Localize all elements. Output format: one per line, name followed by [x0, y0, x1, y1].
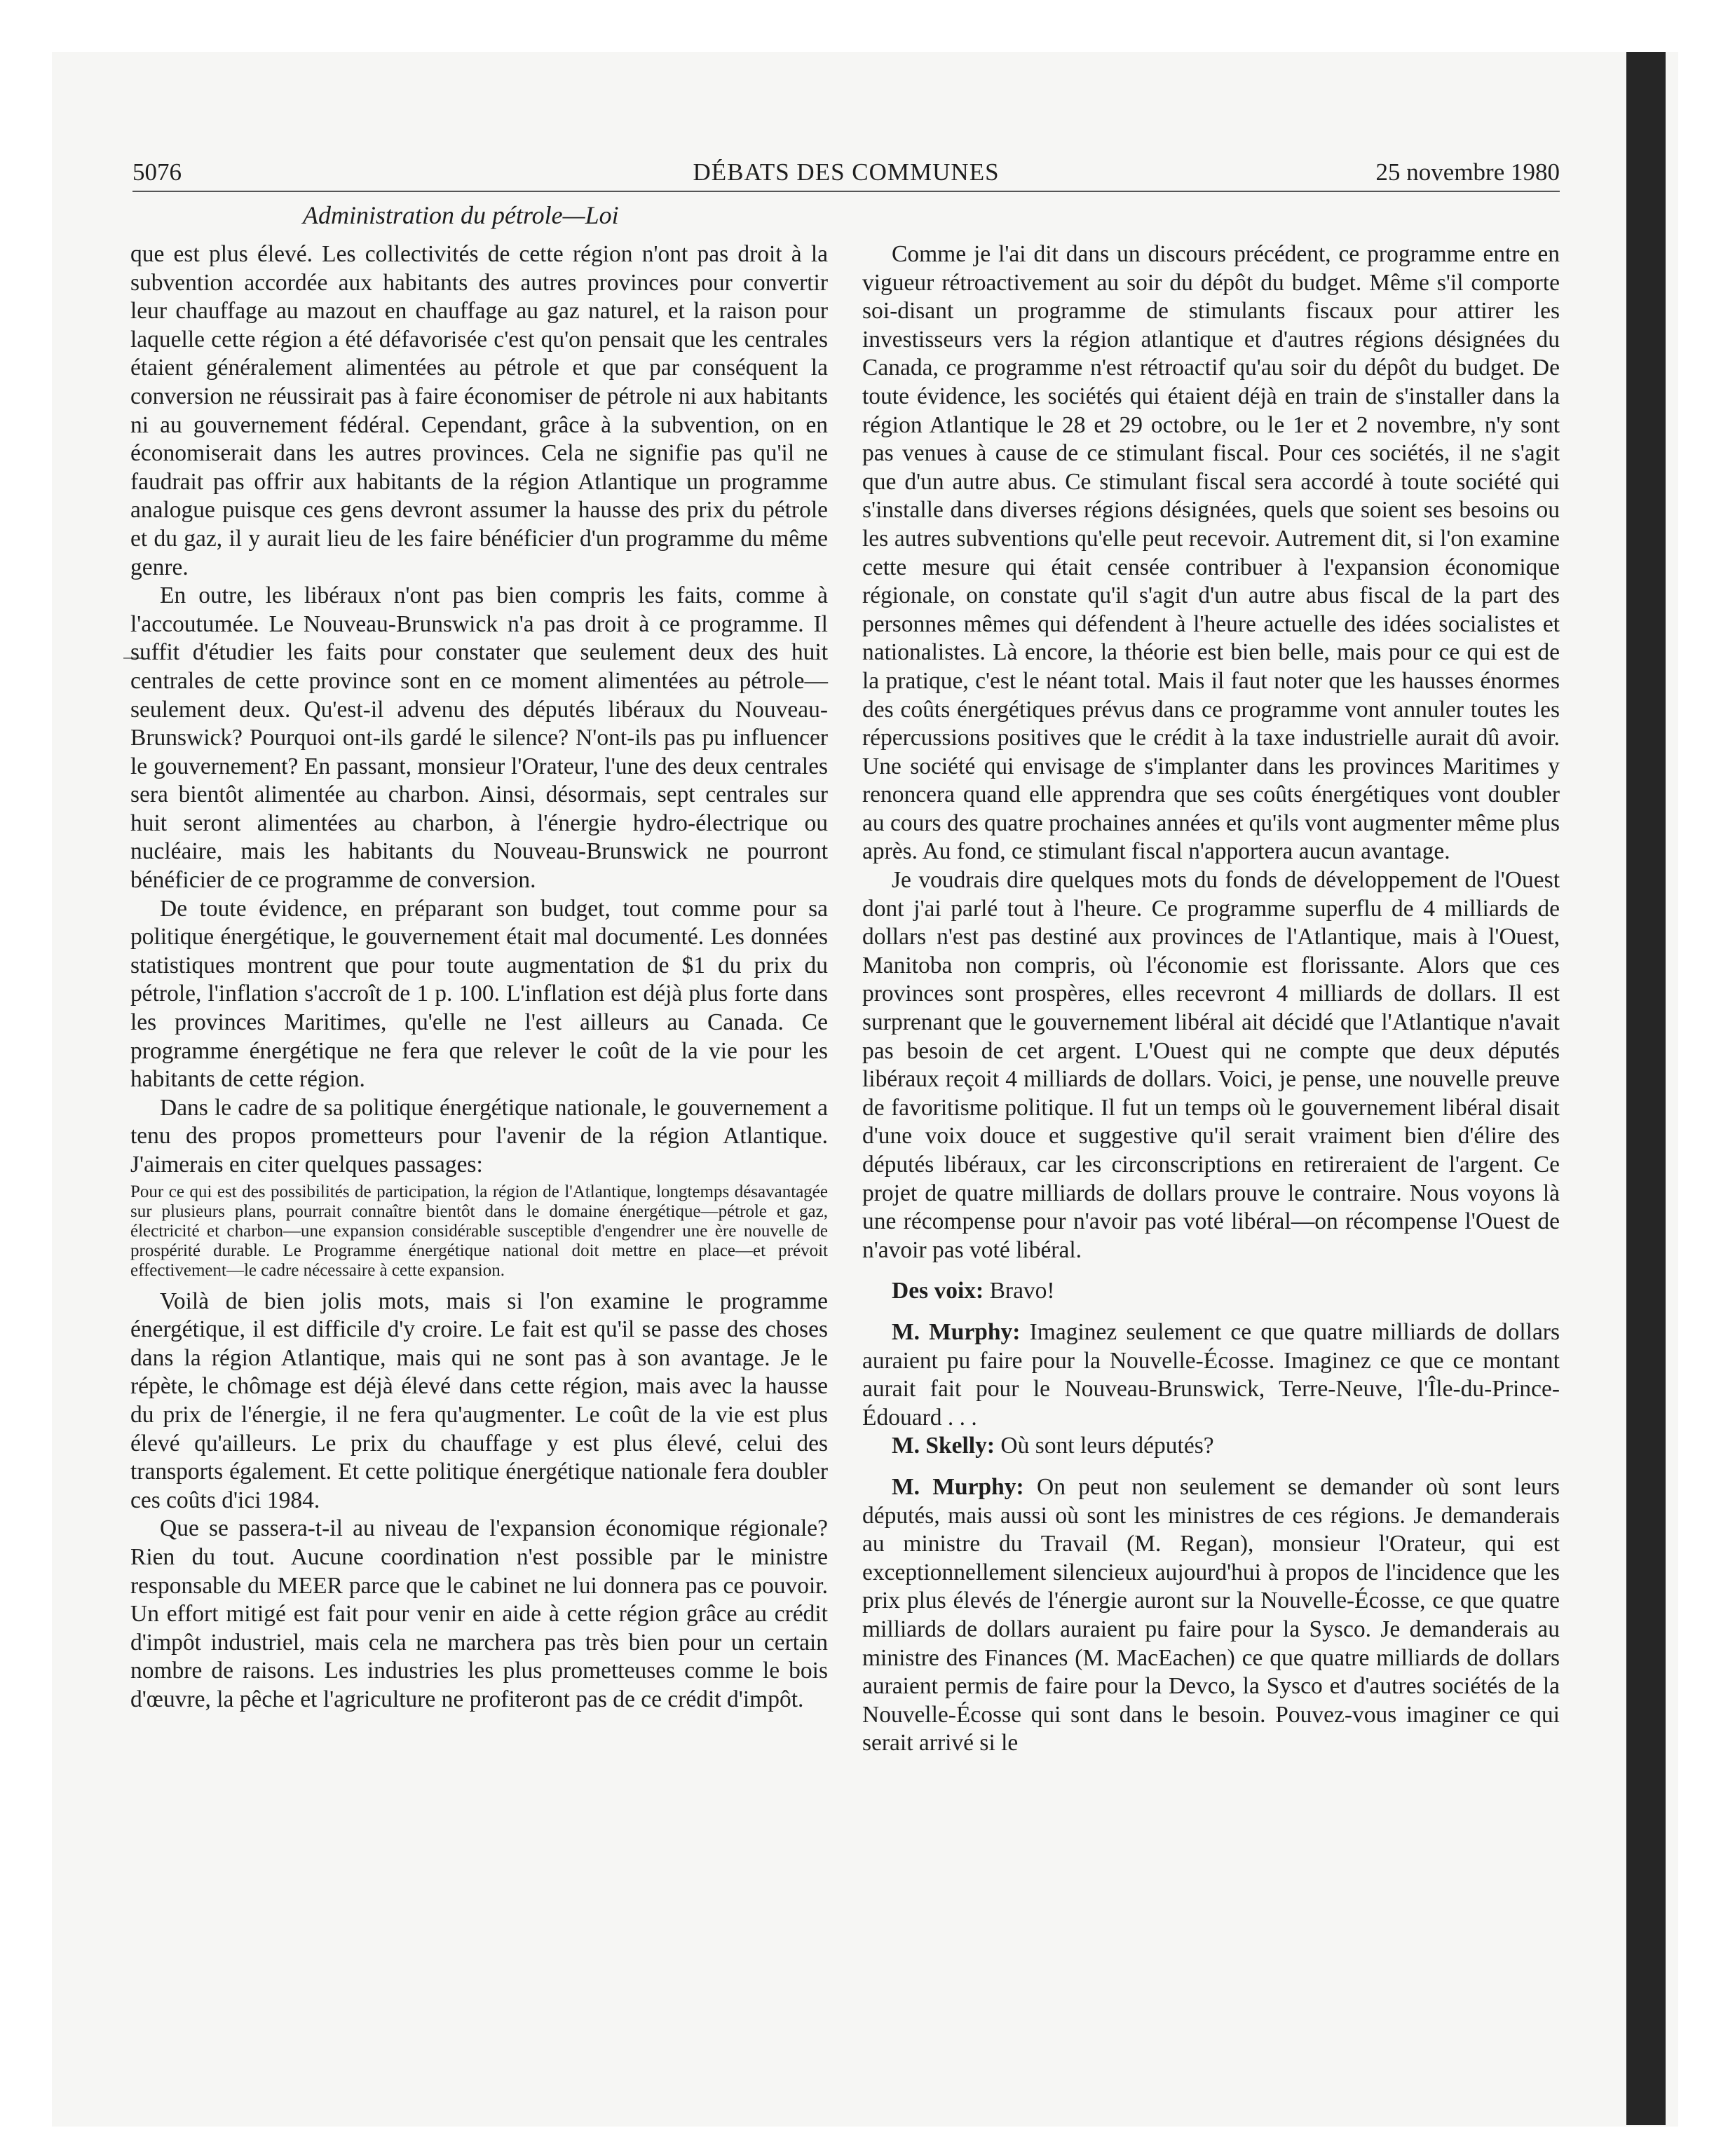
left-column [130, 240, 828, 1714]
paragraph: De toute évidence, en préparant son budget, tout comme pour sa politique énergétique, le gouvernement était mal documenté. Les données statistiques montrent que pour toute augmentation de $1 du prix du pétrole, l'inflation s'accroît de 1 p. 100. L'inflation est déjà plus forte dans les provinces Maritimes, qu'elle ne l'est ailleurs au Canada. Ce programme énergétique ne fera que relever le coût de la vie pour les habitants de cette région. [130, 895, 828, 1093]
speech-murphy-2 [862, 1473, 1560, 1758]
scan-edge-bar [1626, 52, 1666, 2125]
paragraph: Dans le cadre de sa politique énergétique nationale, le gouvernement a tenu des propos prometteurs pour l'avenir de la région Atlantique. J'aimerais en citer quelques passages: [130, 1094, 828, 1178]
speaker-name: M. Skelly: [892, 1433, 995, 1459]
issue-date: 25 novembre 1980 [1375, 158, 1560, 186]
paragraph: que est plus élevé. Les collectivités de cette région n'ont pas droit à la subvention accordée aux habitants des autres provinces pour convertir leur chauffage au mazout en chauffage au gaz naturel, et la raison pour laquelle cette région a été défavorisée c'est qu'on pensait que les centrales étaient généralement alimentées au pétrole et que par conséquent la conversion ne réussirait pas à faire économiser de pétrole ni aux habitants ni au gouvernement fédéral. Cependant, grâce à la subvention, on en économiserait dans les autres provinces. Cela ne signifie pas qu'il ne faudrait pas offrir aux habitants de la région Atlantique un programme analogue puisque ces gens devront assumer la hausse des prix du pétrole et du gaz, il y aurait lieu de les faire bénéficier d'un programme du même genre. [130, 241, 828, 580]
page-number: 5076 [132, 158, 182, 186]
paragraph: Je voudrais dire quelques mots du fonds de développement de l'Ouest dont j'ai parlé tout à l'heure. Ce programme superflu de 4 milliards de dollars n'est pas destiné aux provinces de l'Atlantique, mais à l'Ouest, Manitoba non compris, où l'économie est florissante. Alors que ces provinces sont prospères, elles recevront 4 milliards de dollars. Il est surprenant que le gouvernement libéral ait décidé que l'Atlantique n'avait pas besoin de cet argent. L'Ouest qui ne compte que deux députés libéraux reçoit 4 milliards de dollars. Voici, je pense, une nouvelle preuve de favoritisme politique. Il fut un temps où le gouvernement libéral disait d'une voix douce et suggestive qu'il serait vraiment bien d'élire des députés libéraux, car les circonscriptions en retireraient de l'argent. Ce projet de quatre milliards de dollars prouve le contraire. Nous voyons là une récompense pour n'avoir pas voté libéral—on récompense l'Ouest de n'avoir pas voté libéral. [862, 867, 1560, 1263]
paragraph: Que se passera-t-il au niveau de l'expansion économique régionale? Rien du tout. Aucune coordination n'est possible par le ministre responsable du MEER parce que le cabinet ne lui donnera pas ce pouvoir. Un effort mitigé est fait pour venir en aide à cette région grâce au crédit d'impôt industriel, mais cela ne marchera pas très bien pour un certain nombre de raisons. Les industries les plus prometteuses comme le bois d'œuvre, la pêche et l'agriculture ne profiteront pas de ce crédit d'impôt. [130, 1515, 828, 1712]
speech-text: Où sont leurs députés? [995, 1433, 1214, 1459]
page-header [132, 156, 1560, 192]
running-subtitle: Administration du pétrole—Loi [303, 201, 619, 229]
paragraph: En outre, les libéraux n'ont pas bien compris les faits, comme à l'accoutumée. Le Nouveau-Brunswick n'a pas droit à ce programme. Il suffit d'étudier les faits pour constater que seulement deux des huit centrales de cette province sont en ce moment alimentées au pétrole—seulement deux. Qu'est-il advenu des députés libéraux du Nouveau-Brunswick? Pourquoi ont-ils gardé le silence? N'ont-ils pas pu influencer le gouvernement? En passant, monsieur l'Orateur, l'une des deux centrales sera bientôt alimentée au charbon. Ainsi, désormais, sept centrales sur huit seront alimentées au charbon, à l'énergie hydro-électrique ou nucléaire, mais les habitants du Nouveau-Brunswick ne pourront bénéficier de ce programme de conversion. [130, 582, 828, 894]
block-quote: Pour ce qui est des possibilités de participation, la région de l'Atlantique, longtemps désavantagée sur plusieurs plans, pourrait connaître bientôt dans le domaine énergétique—pétrole et gaz, électricité et charbon—une expansion considérable susceptible d'engendrer une ère nouvelle de prospérité durable. Le Programme énergétique national doit mettre en place—et prévoit effectivement—le cadre nécessaire à cette expansion. [130, 1182, 828, 1280]
speech-murphy [862, 1318, 1560, 1432]
speaker-name: M. Murphy: [892, 1473, 1024, 1500]
speaker-name: Des voix: [892, 1278, 984, 1304]
right-column [862, 240, 1560, 1758]
speech-interjection [862, 1277, 1560, 1306]
publication-title: DÉBATS DES COMMUNES [693, 158, 1000, 186]
paragraph: Voilà de bien jolis mots, mais si l'on examine le programme énergétique, il est difficile d'y croire. Le fait est qu'il se passe des choses dans la région Atlantique, mais qui ne sont pas à son avantage. Je le répète, le chômage est déjà élevé dans cette région, mais avec la hausse du prix de l'énergie, il ne fera qu'augmenter. Le coût de la vie est plus élevé qu'ailleurs. Le prix du chauffage y est plus élevé, celui des transports également. Et cette politique énergétique nationale fera doubler ces coûts d'ici 1984. [130, 1288, 828, 1513]
speech-text: On peut non seulement se demander où sont leurs députés, mais aussi où sont les ministres de ces régions. Je demanderais au ministre du Travail (M. Regan), monsieur l'Orateur, qui est exceptionnellement silencieux aujourd'hui à propos de l'incidence que les prix plus élevés de l'énergie auront sur la Nouvelle-Écosse, ce que quatre milliards de dollars auraient pu faire pour la Sysco. Je demanderais au ministre des Finances (M. MacEachen) ce que quatre milliards de dollars auraient permis de faire pour la Devco, la Sysco et d'autres sociétés de la Nouvelle-Écosse qui sont dans le besoin. Pouvez-vous imaginer ce qui serait arrivé si le [862, 1473, 1560, 1756]
speaker-name: M. Murphy: [892, 1318, 1021, 1345]
speech-text: Bravo! [984, 1278, 1055, 1304]
paragraph: Comme je l'ai dit dans un discours précédent, ce programme entre en vigueur rétroactivement au soir du dépôt du budget. Même s'il comporte soi-disant un programme de stimulants fiscaux pour attirer les investisseurs vers la région atlantique et d'autres régions désignées du Canada, ce programme n'est rétroactif qu'au soir du dépôt du budget. De toute évidence, les sociétés qui étaient déjà en train de s'installer dans la région Atlantique le 28 et 29 octobre, ou le 1er et 2 novembre, n'y sont pas venues à cause de ce stimulant fiscal. Pour ces sociétés, il ne s'agit que d'un autre abus. Ce stimulant fiscal sera accordé à toute société qui s'installe dans diverses régions désignées, quels que soient ses besoins ou les autres subventions qu'elle peut recevoir. Autrement dit, si l'on examine cette mesure qui était censée contribuer à l'expansion économique régionale, on constate qu'il s'agit d'un autre abus fiscal de la part des personnes mêmes qui défendent à l'heure actuelle des idées socialistes et nationalistes. Là encore, la théorie est bien belle, mais pour ce qui est de la pratique, c'est le néant total. Mais il faut noter que les hausses énormes des coûts énergétiques prévus dans ce programme vont annuler toutes les répercussions positives que le crédit à la taxe industrielle aurait dû avoir. Une société qui envisage de s'implanter dans les provinces Maritimes y renoncera quand elle apprendra que ses coûts énergétiques vont doubler au cours des quatre prochaines années et qu'ils vont augmenter même plus après. Au fond, ce stimulant fiscal n'apportera aucun avantage. [862, 241, 1560, 865]
speech-skelly [862, 1432, 1560, 1461]
speech-text: Imaginez seulement ce que quatre milliards de dollars auraient pu faire pour la Nouvelle-Écosse. Imaginez ce que ce montant aurait fait pour le Nouveau-Brunswick, Terre-Neuve, l'Île-du-Prince-Édouard . . . [862, 1318, 1560, 1431]
